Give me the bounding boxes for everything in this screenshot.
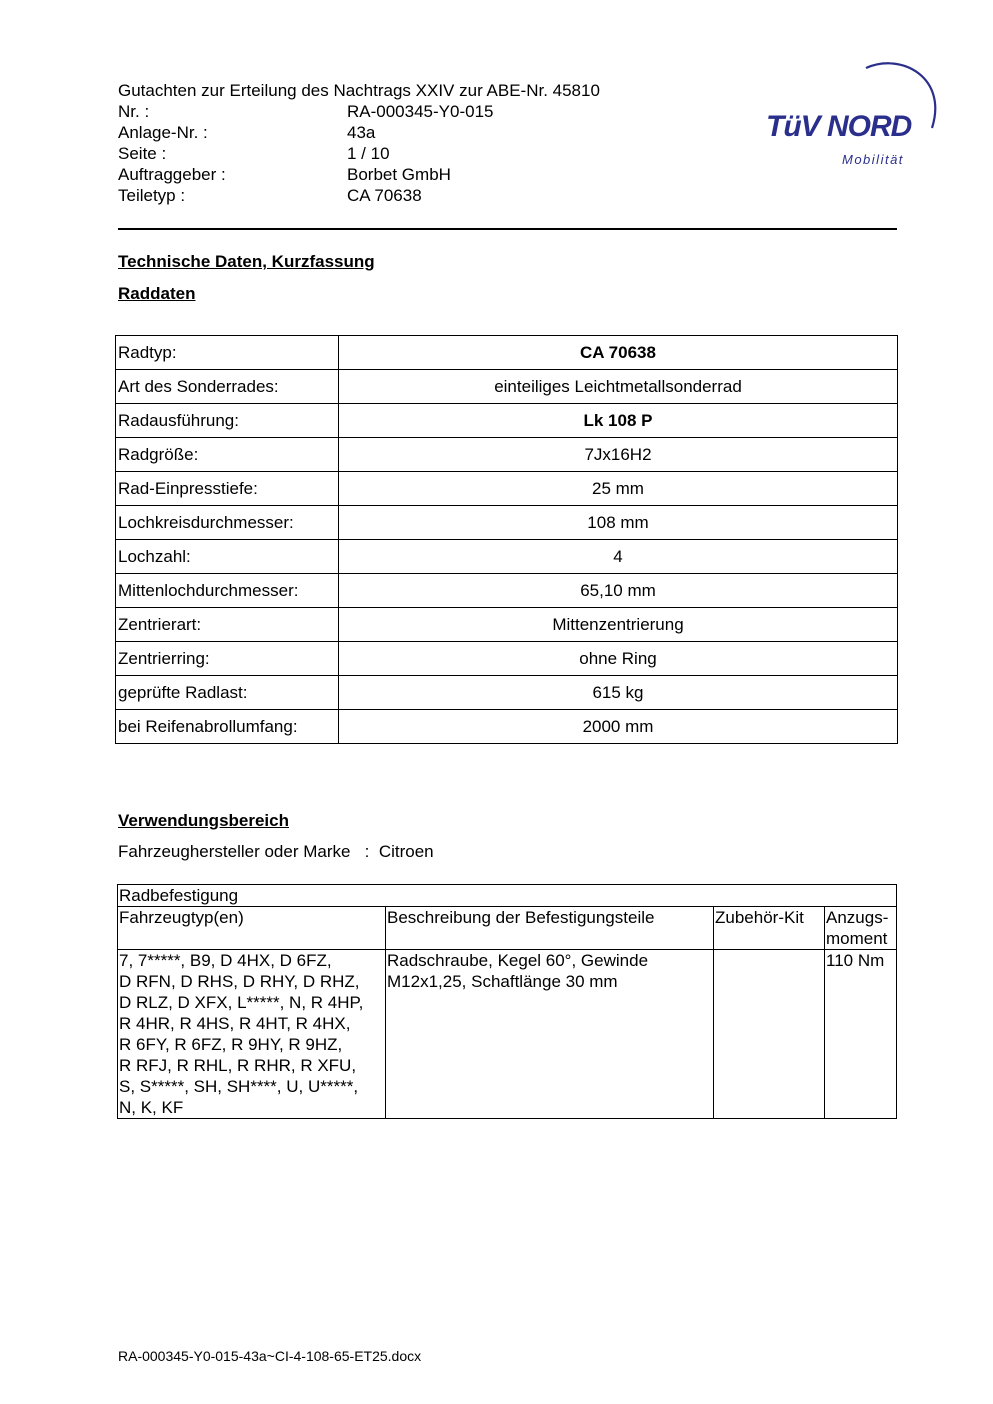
- fahrzeugtyp-line: N, K, KF: [119, 1098, 184, 1117]
- marke-value: Citroen: [378, 842, 434, 861]
- table-row: [118, 950, 897, 1119]
- meta-row-teiletyp: [118, 185, 718, 206]
- table-row: [116, 540, 898, 574]
- fahrzeugtyp-line: R 4HR, R 4HS, R 4HT, R 4HX,: [119, 1014, 351, 1033]
- raddaten-label: Mittenlochdurchmesser:: [116, 574, 339, 608]
- meta-row-seite: [118, 143, 718, 164]
- raddaten-value: Mittenzentrierung: [339, 608, 898, 642]
- column-header: [825, 907, 897, 950]
- radbefestigung-table: [117, 884, 897, 1119]
- raddaten-label: Art des Sonderrades:: [116, 370, 339, 404]
- table-row: [116, 676, 898, 710]
- beschreibung-line: M12x1,25, Schaftlänge 30 mm: [387, 972, 618, 991]
- table-row: [116, 710, 898, 744]
- meta-row-anlage: [118, 122, 718, 143]
- marke-label: Fahrzeughersteller oder Marke: [118, 842, 351, 861]
- meta-row-auftraggeber: [118, 164, 718, 185]
- header-line: moment: [826, 929, 888, 948]
- meta-value: Borbet GmbH: [347, 165, 451, 184]
- meta-label: Seite :: [118, 144, 167, 163]
- document-title: Gutachten zur Erteilung des Nachtrags XXIV zur ABE-Nr. 45810: [118, 81, 600, 100]
- meta-label: Auftraggeber :: [118, 165, 226, 184]
- table-caption-row: [118, 885, 897, 907]
- raddaten-table: [115, 335, 898, 744]
- logo-wordmark: TüV NORD: [766, 110, 912, 143]
- raddaten-value: 615 kg: [339, 676, 898, 710]
- table-row: [116, 608, 898, 642]
- column-header: Fahrzeugtyp(en): [118, 907, 386, 950]
- header-line: Anzugs-: [826, 908, 889, 927]
- raddaten-value: 2000 mm: [339, 710, 898, 744]
- zubehoer-kit-cell: [714, 950, 825, 1119]
- raddaten-value: Lk 108 P: [339, 404, 898, 438]
- document-header: [118, 80, 718, 206]
- raddaten-label: Lochzahl:: [116, 540, 339, 574]
- marke-separator: :: [364, 842, 370, 861]
- raddaten-value: 7Jx16H2: [339, 438, 898, 472]
- raddaten-value: ohne Ring: [339, 642, 898, 676]
- fahrzeugtypen-cell: [118, 950, 386, 1119]
- raddaten-value: 65,10 mm: [339, 574, 898, 608]
- table-row: [116, 336, 898, 370]
- meta-label: Anlage-Nr. :: [118, 123, 208, 142]
- raddaten-label: bei Reifenabrollumfang:: [116, 710, 339, 744]
- table-caption: Radbefestigung: [118, 885, 897, 907]
- raddaten-value: einteiliges Leichtmetallsonderrad: [339, 370, 898, 404]
- raddaten-label: geprüfte Radlast:: [116, 676, 339, 710]
- logo-subtitle: Mobilität: [842, 152, 904, 167]
- table-row: [116, 574, 898, 608]
- meta-value: 1 / 10: [347, 144, 390, 163]
- raddaten-label: Lochkreisdurchmesser:: [116, 506, 339, 540]
- meta-value: 43a: [347, 123, 376, 142]
- section-title-raddaten: Raddaten: [118, 284, 196, 303]
- table-row: [116, 472, 898, 506]
- meta-label: Teiletyp :: [118, 186, 186, 205]
- beschreibung-line: Radschraube, Kegel 60°, Gewinde: [387, 951, 649, 970]
- raddaten-label: Rad-Einpresstiefe:: [116, 472, 339, 506]
- fahrzeugtyp-line: D RFN, D RHS, D RHY, D RHZ,: [119, 972, 360, 991]
- column-header: Zubehör-Kit: [714, 907, 825, 950]
- beschreibung-cell: [386, 950, 714, 1119]
- fahrzeugtyp-line: S, S*****, SH, SH****, U, U*****,: [119, 1077, 359, 1096]
- fahrzeugtyp-line: 7, 7*****, B9, D 4HX, D 6FZ,: [119, 951, 332, 970]
- raddaten-label: Zentrierring:: [116, 642, 339, 676]
- raddaten-value: CA 70638: [339, 336, 898, 370]
- raddaten-value: 108 mm: [339, 506, 898, 540]
- section-title-technische-daten: Technische Daten, Kurzfassung: [118, 252, 375, 271]
- meta-value: RA-000345-Y0-015: [347, 102, 494, 121]
- table-row: [116, 438, 898, 472]
- meta-label: Nr. :: [118, 102, 150, 121]
- table-row: [116, 404, 898, 438]
- fahrzeugtyp-line: R 6FY, R 6FZ, R 9HY, R 9HZ,: [119, 1035, 343, 1054]
- table-row: [116, 370, 898, 404]
- raddaten-label: Zentrierart:: [116, 608, 339, 642]
- table-row: [116, 642, 898, 676]
- footer-filename: RA-000345-Y0-015-43a~CI-4-108-65-ET25.docx: [118, 1348, 422, 1364]
- fahrzeugtyp-line: D RLZ, D XFX, L*****, N, R 4HP,: [119, 993, 364, 1012]
- header-divider: [118, 228, 897, 230]
- meta-value: CA 70638: [347, 186, 422, 205]
- marke-line: [118, 842, 434, 862]
- raddaten-label: Radausführung:: [116, 404, 339, 438]
- raddaten-value: 4: [339, 540, 898, 574]
- section-title-verwendungsbereich: Verwendungsbereich: [118, 811, 289, 830]
- table-row: [116, 506, 898, 540]
- raddaten-label: Radtyp:: [116, 336, 339, 370]
- table-header-row: [118, 907, 897, 950]
- meta-row-nr: [118, 101, 718, 122]
- raddaten-label: Radgröße:: [116, 438, 339, 472]
- fahrzeugtyp-line: R RFJ, R RHL, R RHR, R XFU,: [119, 1056, 357, 1075]
- anzugsmoment-cell: 110 Nm: [825, 950, 897, 1119]
- raddaten-value: 25 mm: [339, 472, 898, 506]
- tuev-nord-logo: [762, 56, 942, 176]
- column-header: Beschreibung der Befestigungsteile: [386, 907, 714, 950]
